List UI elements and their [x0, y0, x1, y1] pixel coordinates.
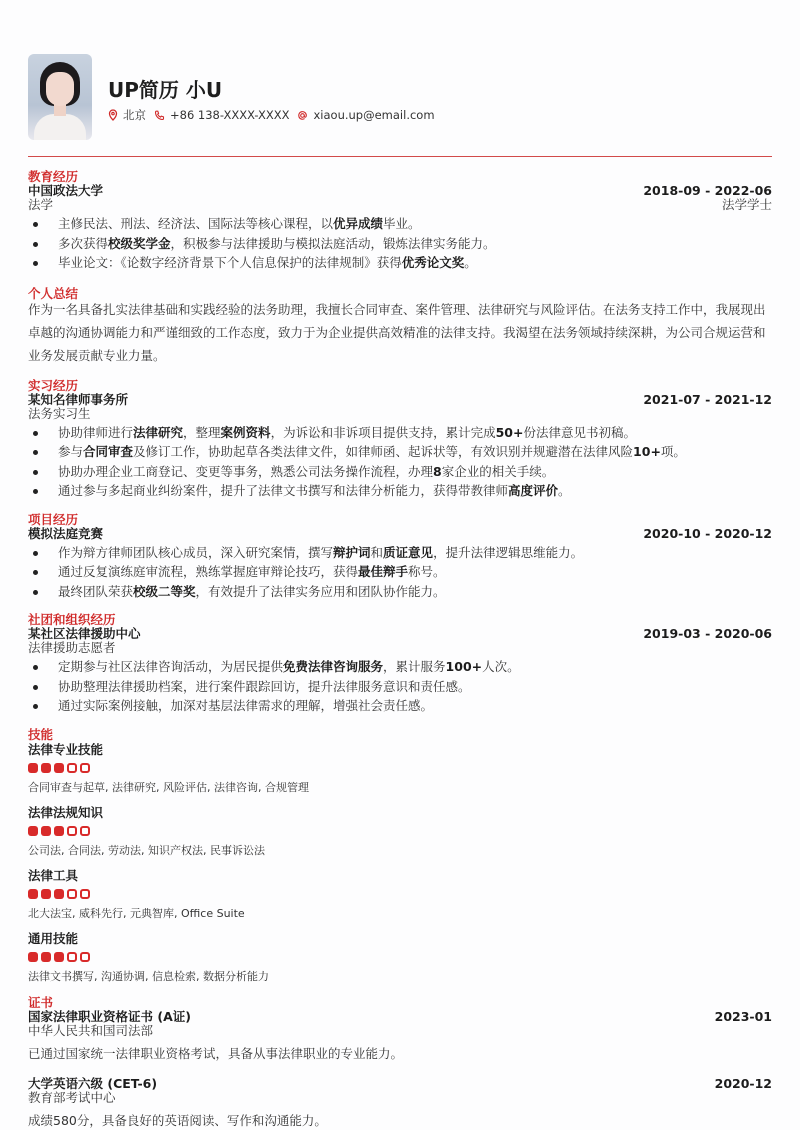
- project-date: 2020-10 - 2020-12: [643, 525, 772, 541]
- summary-section: [28, 287, 772, 367]
- contact-email[interactable]: [297, 108, 434, 122]
- education-bullets: [28, 214, 772, 273]
- project-bullets: [28, 543, 772, 602]
- contact-phone: [154, 108, 289, 122]
- section-title: 项目经历: [28, 511, 79, 527]
- rating-dot-empty-icon: [67, 889, 77, 899]
- activities-section: [28, 613, 772, 716]
- contact-info: [108, 107, 443, 123]
- email-at-icon: [297, 110, 308, 121]
- certificates-section: [28, 996, 772, 1130]
- list-item: 通过反复演练庭审流程，熟练掌握庭审辩论技巧，获得最佳辩手称号。: [28, 562, 772, 582]
- certificate-issuer: 教育部考试中心: [28, 1089, 116, 1105]
- list-item: 通过实际案例接触，加深对基层法律需求的理解，增强社会责任感。: [28, 696, 772, 716]
- activity-date: 2019-03 - 2020-06: [643, 626, 772, 641]
- section-title: 个人总结: [28, 285, 79, 301]
- education-section: [28, 170, 772, 273]
- profile-photo: [28, 54, 92, 140]
- rating-dot-filled-icon: [28, 952, 38, 962]
- header-divider: [28, 156, 772, 157]
- rating-dot-filled-icon: [54, 826, 64, 836]
- rating-dot-filled-icon: [41, 889, 51, 899]
- list-item: 毕业论文：《论数字经济背景下个人信息保护的法律规制》获得优秀论文奖。: [28, 253, 772, 273]
- skill-items: 合同审查与起草, 法律研究, 风险评估, 法律咨询, 合规管理: [28, 780, 309, 794]
- rating-dot-filled-icon: [54, 952, 64, 962]
- certificate-description: 已通过国家统一法律职业资格考试，具备从事法律职业的专业能力。: [28, 1045, 404, 1061]
- rating-dot-empty-icon: [67, 826, 77, 836]
- activity-bullets: [28, 657, 772, 716]
- rating-dot-filled-icon: [54, 763, 64, 773]
- list-item: 协助整理法律援助档案，进行案件跟踪回访，提升法律服务意识和责任感。: [28, 677, 772, 697]
- internship-bullets: [28, 423, 772, 501]
- skills-section: [28, 728, 772, 984]
- projects-section: [28, 513, 772, 602]
- phone-icon: [154, 110, 165, 121]
- skill-group-name: 法律工具: [28, 867, 79, 883]
- activity-role: 法律援助志愿者: [28, 640, 116, 655]
- rating-dot-filled-icon: [28, 763, 38, 773]
- rating-dot-empty-icon: [67, 952, 77, 962]
- internship-section: [28, 379, 772, 501]
- skill-group: [28, 931, 772, 984]
- list-item: 最终团队荣获校级二等奖，有效提升了法律实务应用和团队协作能力。: [28, 582, 772, 602]
- skill-level-rating: [28, 889, 772, 899]
- phone-text: +86 138-XXXX-XXXX: [170, 108, 290, 122]
- skill-level-rating: [28, 826, 772, 836]
- list-item: 协助办理企业工商登记、变更等事务，熟悉公司法务操作流程，办理8家企业的相关手续。: [28, 462, 772, 482]
- list-item: 协助律师进行法律研究，整理案例资料，为诉讼和非诉项目提供支持，累计完成50+份法律意见书初稿。: [28, 423, 772, 443]
- education-date: 2018-09 - 2022-06: [643, 183, 772, 198]
- section-title: 技能: [28, 726, 54, 742]
- skill-group: [28, 805, 772, 858]
- skill-items: 法律文书撰写, 沟通协调, 信息检索, 数据分析能力: [28, 969, 269, 983]
- list-item: 定期参与社区法律咨询活动，为居民提供免费法律咨询服务，累计服务100+人次。: [28, 657, 772, 677]
- skill-items: 公司法, 合同法, 劳动法, 知识产权法, 民事诉讼法: [28, 843, 265, 857]
- skill-group-name: 法律法规知识: [28, 804, 104, 820]
- summary-text: 作为一名具备扎实法律基础和实践经验的法务助理，我擅长合同审查、案件管理、法律研究与风险评估。在法务支持工作中，我展现出卓越的沟通协调能力和严谨细致的工作态度，致力于为企业提供高效精准的法律支持。我渴望在法务领域持续深耕，为公司合规运营和业务发展贡献专业力量。: [28, 301, 766, 363]
- email-text[interactable]: xiaou.up@email.com: [313, 108, 435, 122]
- location-pin-icon: [108, 109, 118, 121]
- rating-dot-filled-icon: [41, 826, 51, 836]
- list-item: 参与合同审查及修订工作，协助起草各类法律文件，如律师函、起诉状等，有效识别并规避潜在法律风险10+项。: [28, 442, 772, 462]
- section-title: 社团和组织经历: [28, 612, 116, 627]
- contact-location: [108, 107, 146, 123]
- rating-dot-empty-icon: [80, 763, 90, 773]
- school-name: 中国政法大学: [28, 183, 104, 198]
- list-item: 多次获得校级奖学金，积极参与法律援助与模拟法庭活动，锻炼法律实务能力。: [28, 234, 772, 254]
- internship-date: 2021-07 - 2021-12: [643, 391, 772, 407]
- section-title: 教育经历: [28, 169, 79, 184]
- degree: 法学学士: [721, 197, 772, 212]
- candidate-name: UP简历 小U: [108, 78, 223, 102]
- rating-dot-filled-icon: [54, 889, 64, 899]
- section-title: 证书: [28, 994, 54, 1010]
- list-item: 主修民法、刑法、经济法、国际法等核心课程，以优异成绩毕业。: [28, 214, 772, 234]
- rating-dot-empty-icon: [80, 952, 90, 962]
- skill-group: [28, 868, 772, 921]
- company-name: 某知名律师事务所: [28, 391, 129, 407]
- skill-group-name: 通用技能: [28, 930, 79, 946]
- location-text: 北京: [123, 108, 146, 122]
- certificate-date: 2020-12: [714, 1075, 772, 1091]
- rating-dot-filled-icon: [41, 763, 51, 773]
- list-item: 作为辩方律师团队核心成员，深入研究案情，撰写辩护词和质证意见，提升法律逻辑思维能力。: [28, 543, 772, 563]
- resume-header: [28, 54, 772, 140]
- resume-content: [28, 170, 772, 1130]
- skill-level-rating: [28, 952, 772, 962]
- certificate-description: 成绩580分，具备良好的英语阅读、写作和沟通能力。: [28, 1112, 327, 1128]
- section-title: 实习经历: [28, 377, 79, 393]
- list-item: 通过参与多起商业纠纷案件，提升了法律文书撰写和法律分析能力，获得带教律师高度评价。: [28, 481, 772, 501]
- rating-dot-empty-icon: [67, 763, 77, 773]
- certificate-issuer: 中华人民共和国司法部: [28, 1022, 154, 1038]
- skill-group-name: 法律专业技能: [28, 741, 104, 757]
- rating-dot-filled-icon: [28, 889, 38, 899]
- rating-dot-empty-icon: [80, 826, 90, 836]
- skill-level-rating: [28, 763, 772, 773]
- rating-dot-filled-icon: [41, 952, 51, 962]
- rating-dot-filled-icon: [28, 826, 38, 836]
- major: 法学: [28, 197, 54, 212]
- rating-dot-empty-icon: [80, 889, 90, 899]
- job-role: 法务实习生: [28, 405, 91, 421]
- skill-group: [28, 742, 772, 795]
- certificate-name: 国家法律职业资格证书 (A证): [28, 1008, 191, 1024]
- certificate-date: 2023-01: [714, 1008, 772, 1024]
- project-name: 模拟法庭竞赛: [28, 525, 104, 541]
- certificate-name: 大学英语六级 (CET-6): [28, 1075, 158, 1091]
- organization-name: 某社区法律援助中心: [28, 626, 141, 641]
- skill-items: 北大法宝, 威科先行, 元典智库, Office Suite: [28, 906, 245, 920]
